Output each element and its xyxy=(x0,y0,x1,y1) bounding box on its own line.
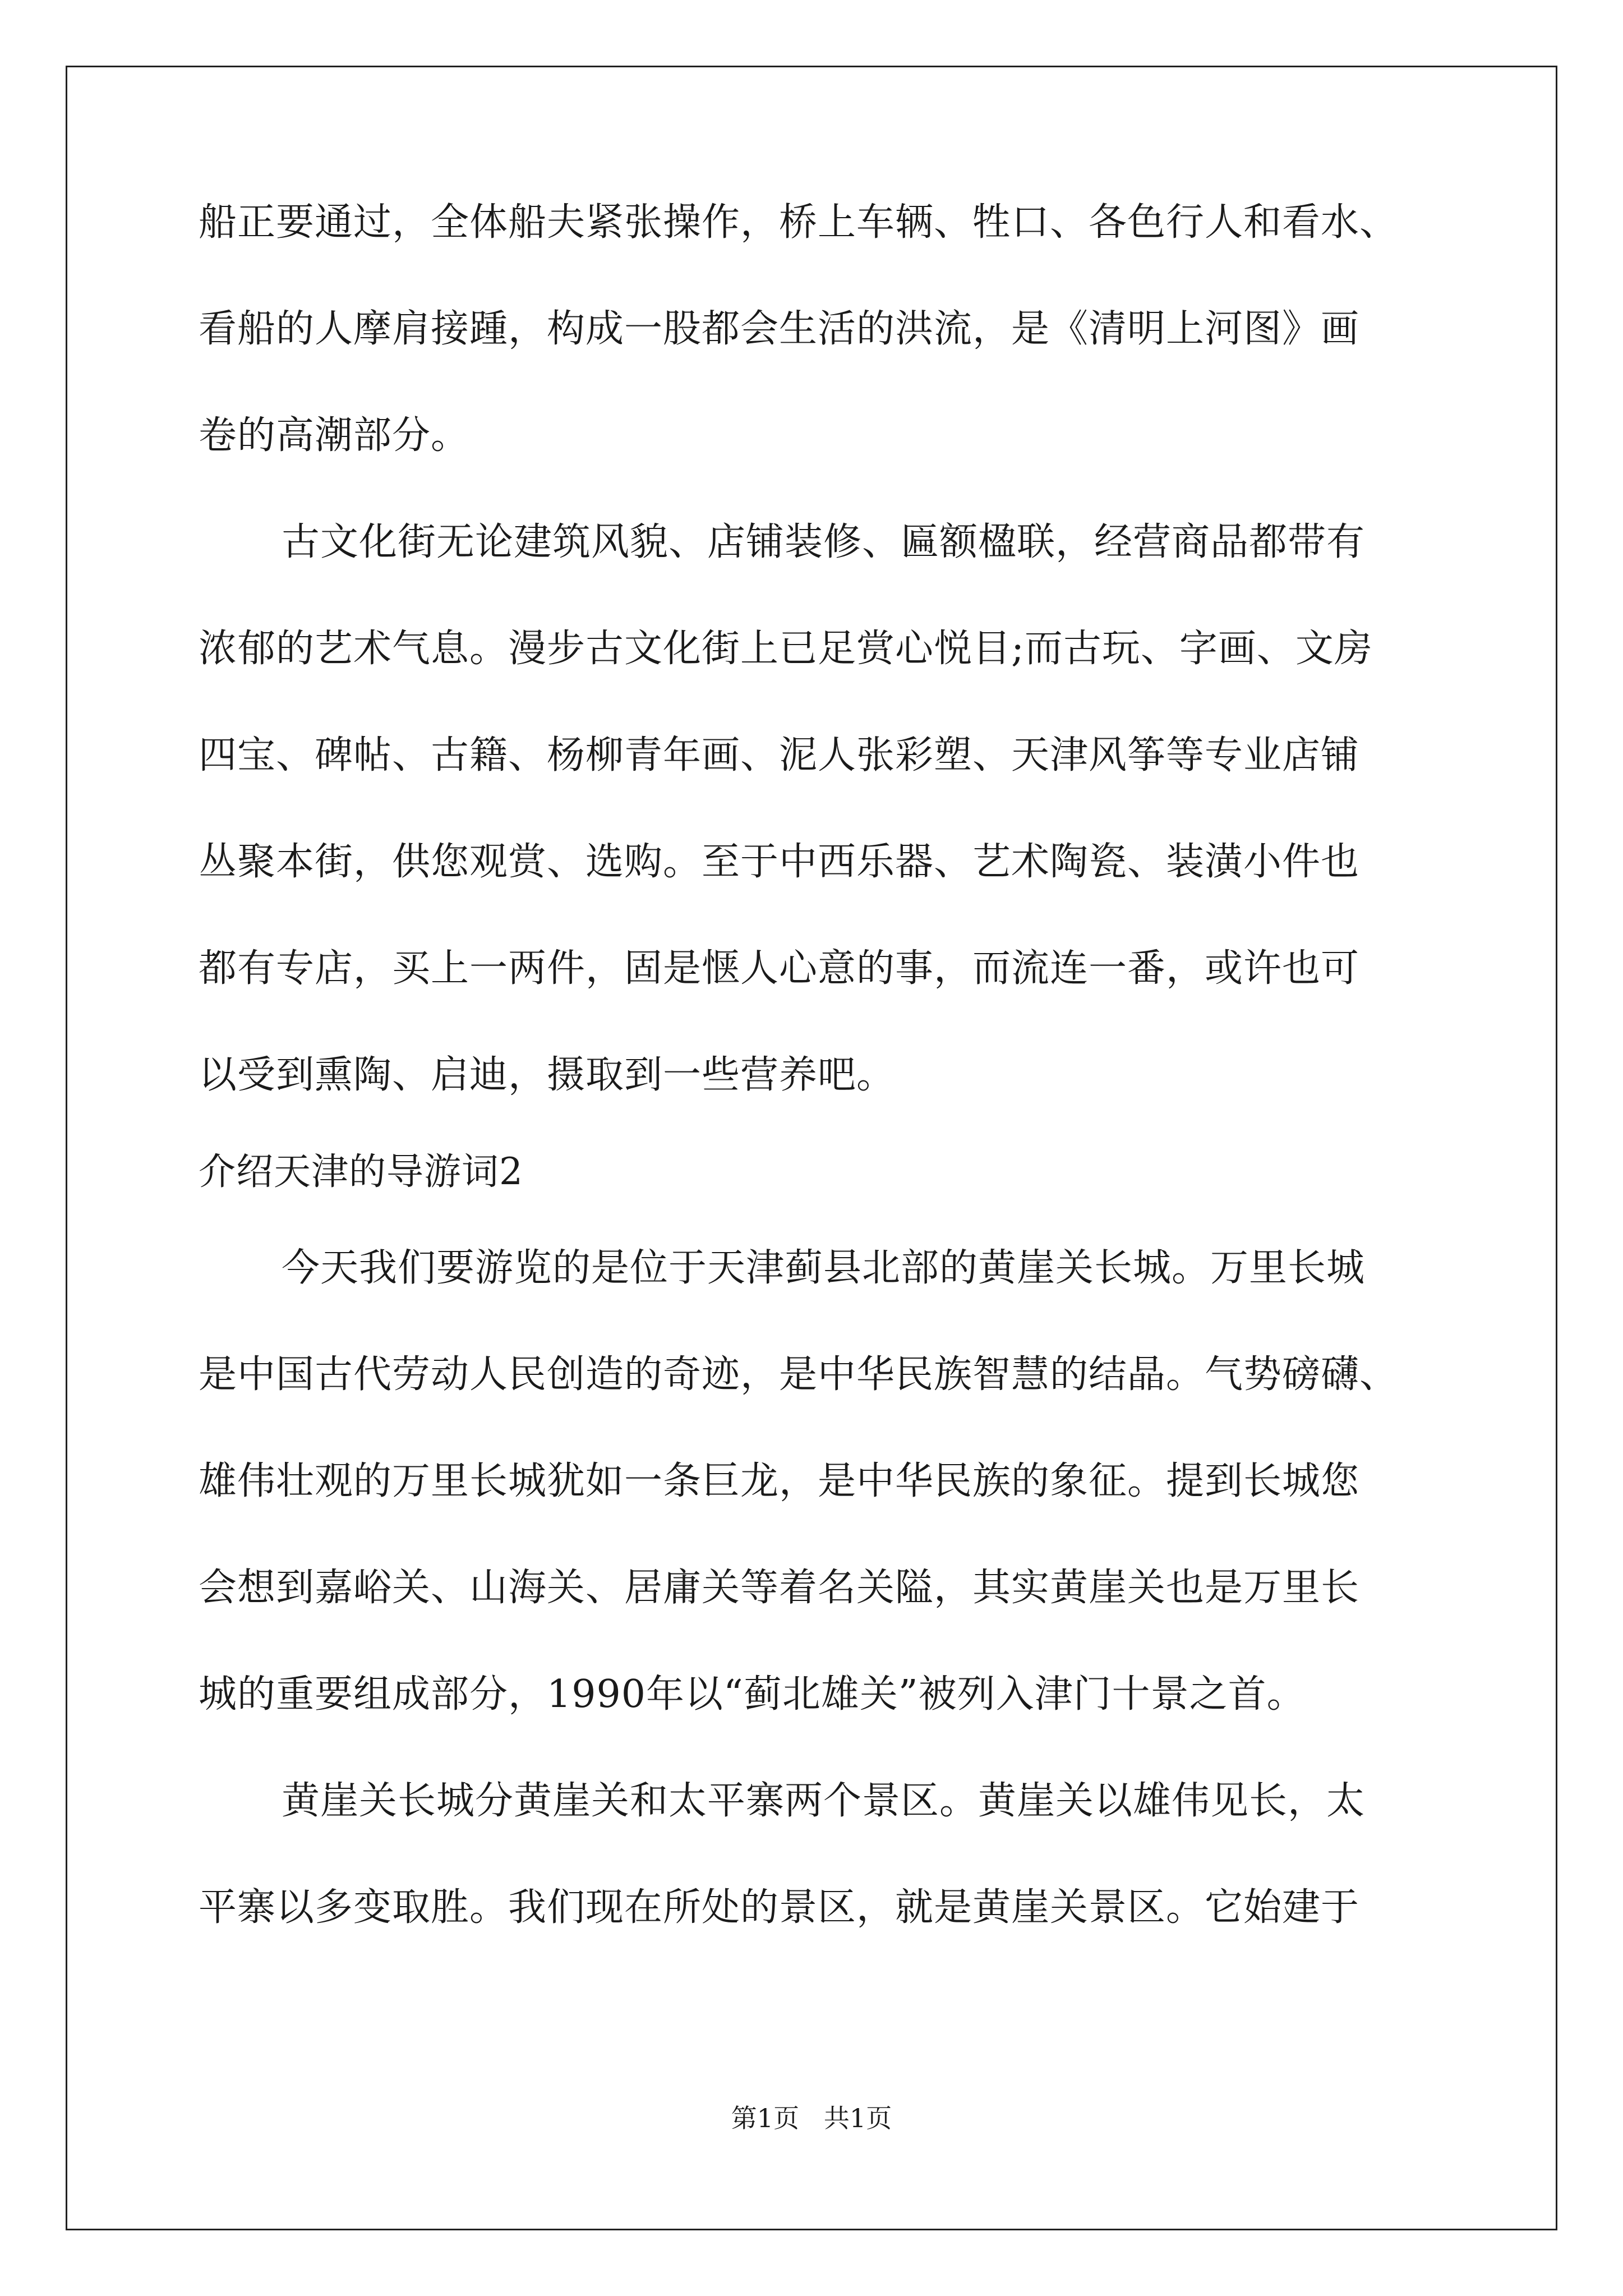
text-line: 船正要通过，全体船夫紧张操作，桥上车辆、牲口、各色行人和看水、 xyxy=(199,200,1399,245)
paragraph-scenic-areas xyxy=(199,1775,1432,1934)
text-line: 雄伟壮观的万里长城犹如一条巨龙，是中华民族的象征。提到长城您 xyxy=(199,1459,1360,1503)
text-line: 是中国古代劳动人民创造的奇迹，是中华民族智慧的结晶。气势磅礴、 xyxy=(199,1352,1399,1397)
text-line: 浓郁的艺术气息。漫步古文化街上已足赏心悦目;而古玩、字画、文房 xyxy=(199,627,1373,671)
text-line: 四宝、碑帖、古籍、杨柳青年画、泥人张彩塑、天津风筝等专业店铺 xyxy=(199,733,1360,777)
paragraph-huangyaguan xyxy=(199,1242,1432,1721)
paragraph-culture-street xyxy=(199,516,1432,1102)
document-body xyxy=(199,196,1432,1934)
text-line: 看船的人摩肩接踵，构成一股都会生活的洪流，是《清明上河图》画 xyxy=(199,307,1360,351)
text-line: 黄崖关长城分黄崖关和太平寨两个景区。黄崖关以雄伟见长，太 xyxy=(282,1779,1366,1823)
page-footer: 第1页 共1页 xyxy=(731,2103,892,2133)
text-line: 以受到熏陶、启迪，摄取到一些营养吧。 xyxy=(199,1053,896,1097)
paragraph-qingming xyxy=(199,196,1432,462)
text-line: 古文化街无论建筑风貌、店铺装修、匾额楹联，经营商品都带有 xyxy=(282,520,1366,564)
section-heading: 介绍天津的导游词2 xyxy=(199,1150,523,1193)
text-line: 丛聚本街，供您观赏、选购。至于中西乐器、艺术陶瓷、装潢小件也 xyxy=(199,840,1360,884)
text-line: 会想到嘉峪关、山海关、居庸关等着名关隘，其实黄崖关也是万里长 xyxy=(199,1566,1360,1610)
text-line: 今天我们要游览的是位于天津蓟县北部的黄崖关长城。万里长城 xyxy=(282,1246,1366,1290)
text-line: 都有专店，买上一两件，固是惬人心意的事，而流连一番，或许也可 xyxy=(199,946,1360,991)
text-line: 卷的高潮部分。 xyxy=(199,413,470,458)
text-line: 城的重要组成部分，1990年以“蓟北雄关”被列入津门十景之首。 xyxy=(199,1672,1306,1717)
text-line: 平寨以多变取胜。我们现在所处的景区，就是黄崖关景区。它始建于 xyxy=(199,1885,1360,1930)
